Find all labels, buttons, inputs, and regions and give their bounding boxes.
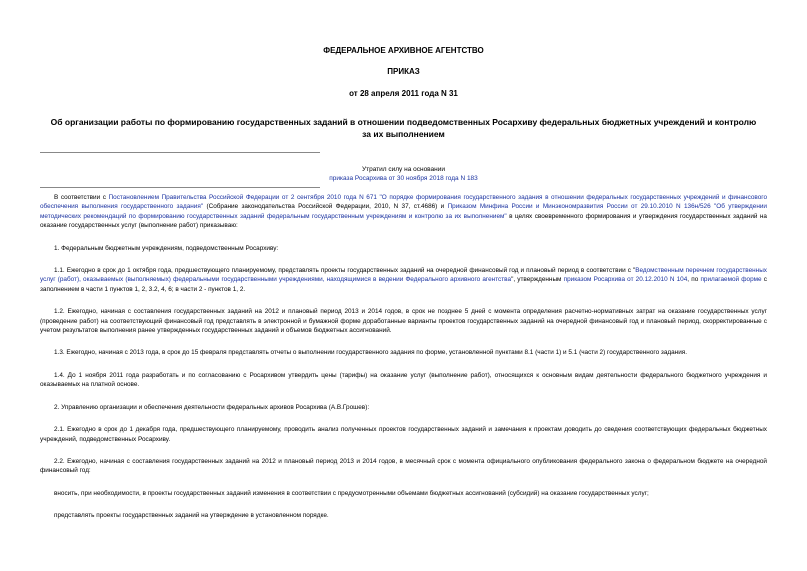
- bottom-divider: [40, 187, 320, 188]
- decree-671-link[interactable]: Постановлением Правительства Российской Федерации от 2 сентября 2010 года N 671 "О порядке формирования государственного задания в отношении федеральных государственных учреждений и финансового обеспечения выполнения государственного задания": [40, 194, 768, 211]
- order-104-link[interactable]: приказом Росархива от 20.12.2010 N 104: [563, 276, 688, 284]
- document-body: [40, 193, 767, 534]
- lost-force-link[interactable]: приказа Росархива от 30 ноября 2018 года N 183: [329, 175, 478, 182]
- document-title: Об организации работы по формированию государственных заданий в отношении подведомственных Росархиву федеральных бюджетных учреждений и контролю за их выполнением: [50, 117, 757, 139]
- agency-name: ФЕДЕРАЛЬНОЕ АРХИВНОЕ АГЕНТСТВО: [323, 46, 484, 55]
- paragraph-1-1: 1.1. Ежегодно в срок до 1 октября года, предшествующего планируемому, представлять проекты государственных заданий на очередной финансовый год и плановый период в соответствии с "Ведомственным перечнем государственных услуг (работ), оказываемых (выполняемых) федеральными государственными учреждениями, находящимися в ведении Федерального архивного агентства", утвержденным приказом Росархива от 20.12.2010 N 104, по прилагаемой форме с заполнением в части 1 пунктов 1, 2, 3.2, 4, 6; в части 2 - пунктов 1, 2.: [40, 267, 767, 293]
- departmental-list-link[interactable]: Ведомственным перечнем государственных услуг (работ), оказываемых (выполняемых) федеральными государственными учреждениями, находящимися в ведении Федерального архивного агентства: [40, 267, 767, 284]
- top-divider: [40, 152, 320, 153]
- paragraph-1: 1. Федеральным бюджетным учреждениям, подведомственным Росархиву:: [54, 244, 279, 252]
- paragraph-1-4: 1.4. До 1 ноября 2011 года разработать и по согласованию с Росархивом утвердить цены (тарифы) на оказание услуг (выполнение работ), относящихся к основным видам деятельности федерального бюджетного учреждения и оказываемых на платной основе.: [40, 371, 767, 389]
- document-type: ПРИКАЗ: [387, 67, 420, 76]
- minfin-order-link[interactable]: Приказом Минфина России и Минэкономразвития России от 29.10.2010 N 136н/526 "Об утверждении методических рекомендаций по формированию государственных заданий федеральным государственным учреждениям и контролю за их выполнением": [40, 203, 767, 220]
- paragraph-2-1: 2.1. Ежегодно в срок до 1 декабря года, предшествующего планируемому, проводить анализ полученных проектов государственных заданий и замечания к проектам доводить до сведения соответствующих федеральных бюджетных учреждений, подведомственных Росархиву.: [40, 426, 767, 443]
- attached-form-link[interactable]: прилагаемой форме: [700, 276, 762, 284]
- lost-force-note: [0, 165, 807, 183]
- document-date-number: от 28 апреля 2011 года N 31: [349, 89, 458, 98]
- paragraph-2: 2. Управлению организации и обеспечения деятельности федеральных архивов Росархива (А.В.Грошев):: [54, 403, 370, 411]
- preamble-paragraph: В соответствии с Постановлением Правительства Российской Федерации от 2 сентября 2010 года N 671 "О порядке формирования государственного задания в отношении федеральных государственных учреждений и финансового обеспечения выполнения государственного задания" (Собрание законодательства Российской Федерации, 2010, N 37, ст.4686) и Приказом Минфина России и Минэкономразвития России от 29.10.2010 N 136н/526 "Об утверждении методических рекомендаций по формированию государственных заданий федеральным государственным учреждениям и контролю за их выполнением" в целях своевременного формирования и утверждения государственных заданий на оказание государственных услуг (выполнение работ) приказываю:: [40, 194, 768, 230]
- paragraph-1-2: 1.2. Ежегодно, начиная с составления государственных заданий на 2012 и плановый период 2013 и 2014 годов, в срок не позднее 5 дней с момента определения расчетно-нормативных затрат на оказание государственных услуг (проведение работ) на соответствующий финансовый год представлять в электронной и бумажной форме доработанные варианты проектов государственных заданий на очередной финансовый год и плановый период, скорректированные с учетом результатов выполнения ранее утвержденных государственных заданий и объемов бюджетных ассигнований.: [40, 308, 767, 335]
- paragraph-2-2: 2.2. Ежегодно, начиная с составления государственных заданий на 2012 и плановый период 2013 и 2014 годов, в месячный срок с момента официального опубликования федерального закона о федеральном бюджете на очередной финансовый год:: [40, 457, 767, 475]
- paragraph-1-3: 1.3. Ежегодно, начиная с 2013 года, в срок до 15 февраля представлять отчеты о выполнении государственного задания по форме, установленной пунктами 8.1 (части 1) и 5.1 (части 2) государственного задания.: [54, 349, 687, 357]
- lost-force-label: Утратил силу на основании: [361, 166, 446, 173]
- paragraph-2-2-b: представлять проекты государственных заданий на утверждение в установленном порядке.: [54, 512, 329, 520]
- paragraph-2-2-a: вносить, при необходимости, в проекты государственных заданий изменения в соответствии с предусмотренными объемами бюджетных ассигнований (субсидий) на оказание государственных услуг;: [54, 489, 649, 497]
